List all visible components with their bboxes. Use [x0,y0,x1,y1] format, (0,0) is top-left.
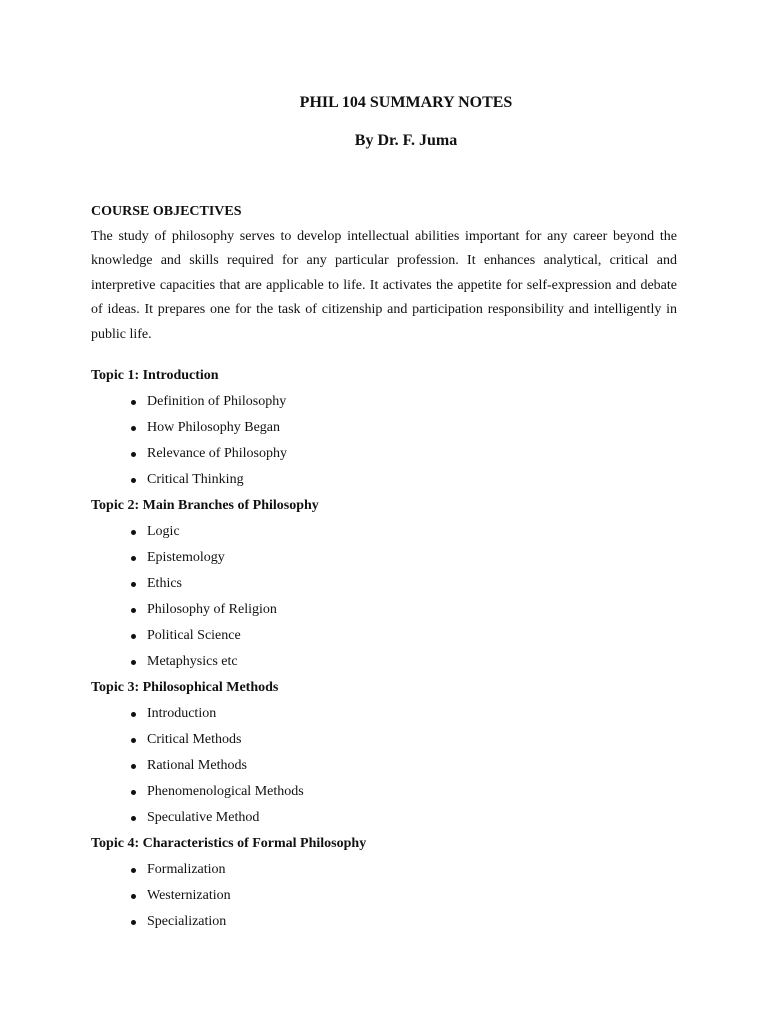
list-item-label: Philosophy of Religion [147,602,277,618]
list-item-label: Definition of Philosophy [147,394,287,410]
bullet-icon [131,920,136,925]
list-item-label: Relevance of Philosophy [147,446,287,462]
list-item [91,805,677,831]
topics-list [91,363,677,935]
list-item [91,779,677,805]
bullet-icon [131,582,136,587]
topic-1 [91,363,677,493]
bullet-icon [131,738,136,743]
bullet-icon [131,868,136,873]
bullet-icon [131,790,136,795]
list-item-label: Ethics [147,576,182,592]
list-item [91,441,677,467]
bullet-icon [131,608,136,613]
list-item [91,701,677,727]
list-item-label: Logic [147,524,180,540]
list-item-label: Critical Methods [147,732,242,748]
bullet-icon [131,764,136,769]
bullet-icon [131,634,136,639]
bullet-icon [131,530,136,535]
list-item-label: Rational Methods [147,758,247,774]
list-item [91,571,677,597]
list-item-label: Specialization [147,914,227,930]
bullet-icon [131,894,136,899]
bullet-icon [131,816,136,821]
list-item-label: Critical Thinking [147,472,244,488]
list-item [91,909,677,935]
list-item-label: Speculative Method [147,810,260,826]
objectives-heading: COURSE OBJECTIVES [91,204,242,219]
list-item-label: Metaphysics etc [147,654,238,670]
topic-items [91,519,677,675]
bullet-icon [131,556,136,561]
topic-heading: Topic 3: Philosophical Methods [91,680,279,696]
topic-4 [91,831,677,935]
document-body [91,203,677,935]
topic-items [91,389,677,493]
bullet-icon [131,478,136,483]
document-author: By Dr. F. Juma [354,132,458,149]
list-item [91,649,677,675]
list-item [91,753,677,779]
topic-2 [91,493,677,675]
list-item-label: Phenomenological Methods [147,784,304,800]
topic-heading: Topic 2: Main Branches of Philosophy [91,498,319,514]
list-item [91,623,677,649]
list-item [91,415,677,441]
list-item-label: Political Science [147,628,241,644]
objectives-paragraph: The study of philosophy serves to develop intellectual abilities important for any career beyond the knowledge and skills required for any particular profession. It enhances analytical, critical and interpretive capacities that are applicable to life. It activates the appetite for self-expression and debate of ideas. It prepares one for the task of citizenship and participation responsibility and intelligently in public life. [91,229,677,342]
list-item [91,727,677,753]
list-item [91,519,677,545]
list-item-label: How Philosophy Began [147,420,280,436]
list-item [91,597,677,623]
list-item [91,467,677,493]
list-item-label: Introduction [147,706,217,722]
list-item [91,389,677,415]
bullet-icon [131,426,136,431]
bullet-icon [131,660,136,665]
list-item-label: Epistemology [147,550,225,566]
list-item [91,857,677,883]
document-title: PHIL 104 SUMMARY NOTES [299,94,513,111]
list-item-label: Formalization [147,862,226,878]
topic-heading: Topic 1: Introduction [91,368,219,384]
topic-3 [91,675,677,831]
topic-items [91,701,677,831]
list-item [91,545,677,571]
topic-items [91,857,677,935]
list-item-label: Westernization [147,888,231,904]
list-item [91,883,677,909]
bullet-icon [131,452,136,457]
topic-heading: Topic 4: Characteristics of Formal Philosophy [91,836,367,852]
bullet-icon [131,712,136,717]
bullet-icon [131,400,136,405]
